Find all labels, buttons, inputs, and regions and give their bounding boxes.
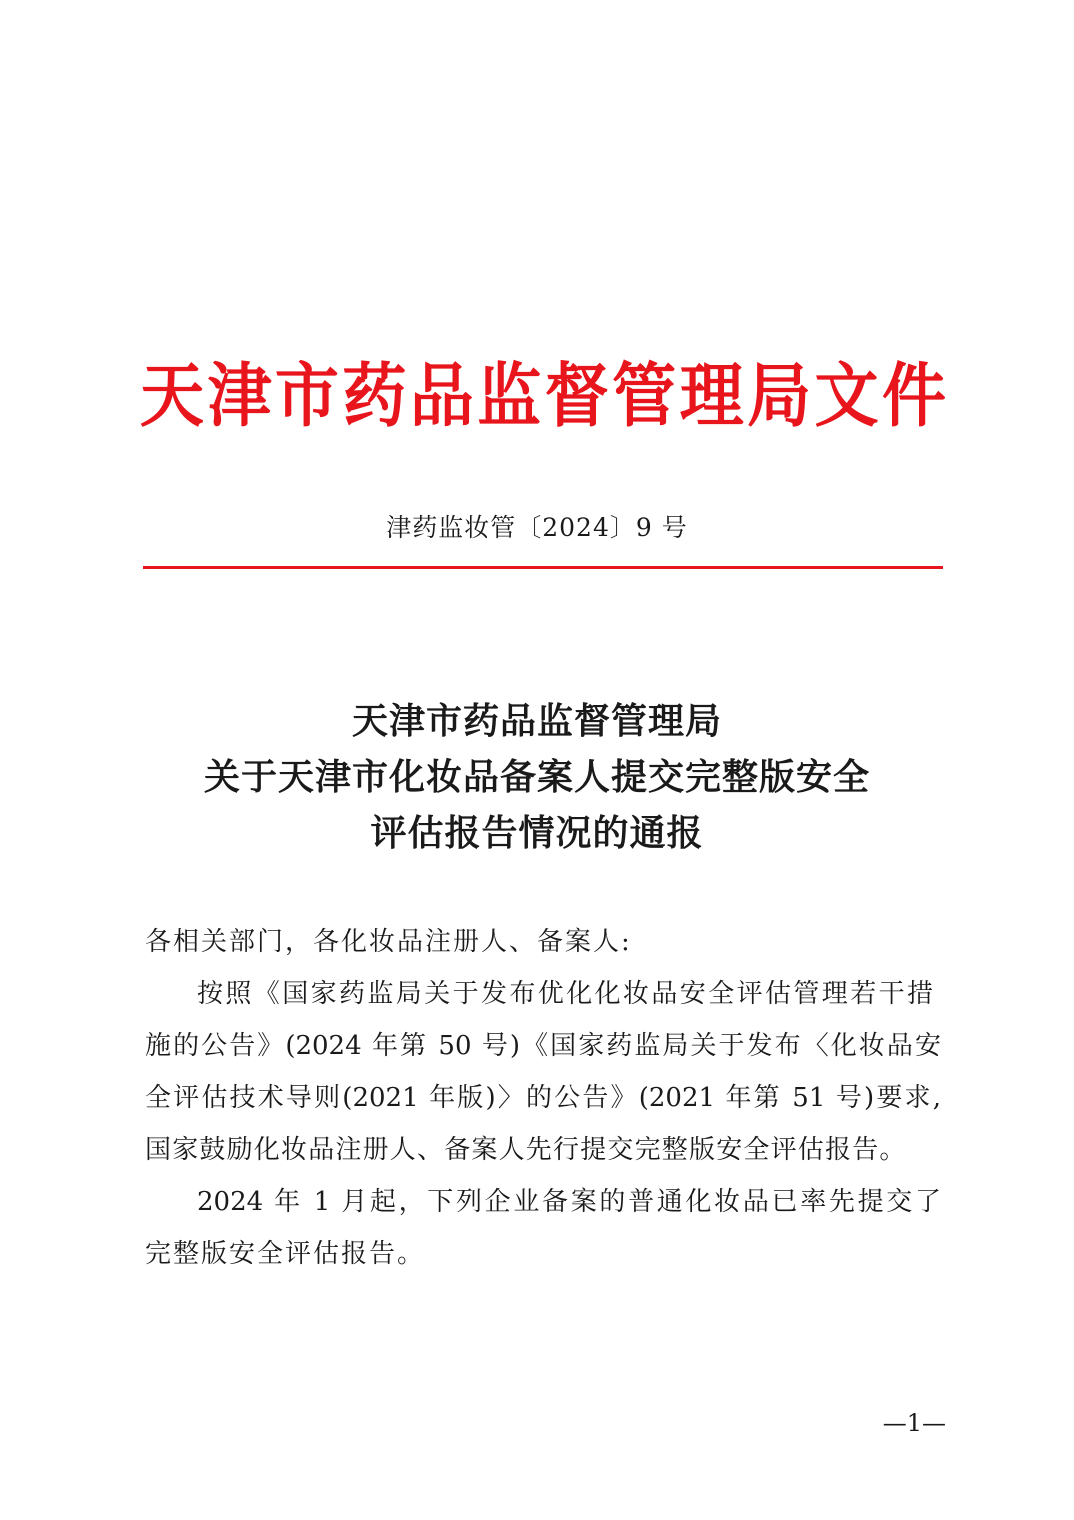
masthead-char: 品 bbox=[409, 355, 474, 437]
masthead-char: 市 bbox=[274, 355, 339, 437]
paragraph-1-line: 按照《国家药监局关于发布优化化妆品安全评估管理若干措 bbox=[197, 979, 936, 1009]
masthead-char: 局 bbox=[747, 355, 812, 437]
masthead-char: 管 bbox=[612, 355, 677, 437]
title-line-1: 天津市药品监督管理局 bbox=[351, 700, 722, 742]
masthead-char: 文 bbox=[814, 355, 879, 437]
issuer-masthead bbox=[140, 352, 946, 442]
salutation: 各相关部门，各化妆品注册人、备案人: bbox=[145, 927, 632, 957]
masthead-char: 药 bbox=[342, 355, 407, 437]
masthead-char: 件 bbox=[881, 355, 946, 437]
masthead-char: 津 bbox=[207, 355, 272, 437]
paragraph-2-line: 完整版安全评估报告。 bbox=[145, 1239, 426, 1269]
paragraph-1-line: 国家鼓励化妆品注册人、备案人先行提交完整版安全评估报告。 bbox=[145, 1135, 907, 1165]
paragraph-1-line: 施的公告》(2024 年第 50 号)《国家药监局关于发布〈化妆品安 bbox=[145, 1031, 941, 1061]
paragraph-2-line: 2024 年 1 月起，下列企业备案的普通化妆品已率先提交了 bbox=[197, 1187, 941, 1217]
title-line-3: 评估报告情况的通报 bbox=[370, 812, 704, 854]
masthead-char: 天 bbox=[140, 355, 204, 437]
title-line-2: 关于天津市化妆品备案人提交完整版安全 bbox=[203, 756, 870, 798]
masthead-char: 理 bbox=[679, 355, 744, 437]
document-number: 津药监妆管〔2024〕9 号 bbox=[386, 513, 688, 542]
page-number: —1— bbox=[882, 1409, 946, 1437]
paragraph-1-line: 全评估技术导则(2021 年版)〉的公告》(2021 年第 51 号)要求, bbox=[145, 1083, 941, 1113]
header-divider bbox=[143, 566, 943, 569]
masthead-char: 督 bbox=[544, 355, 609, 437]
masthead-char: 监 bbox=[477, 355, 542, 437]
